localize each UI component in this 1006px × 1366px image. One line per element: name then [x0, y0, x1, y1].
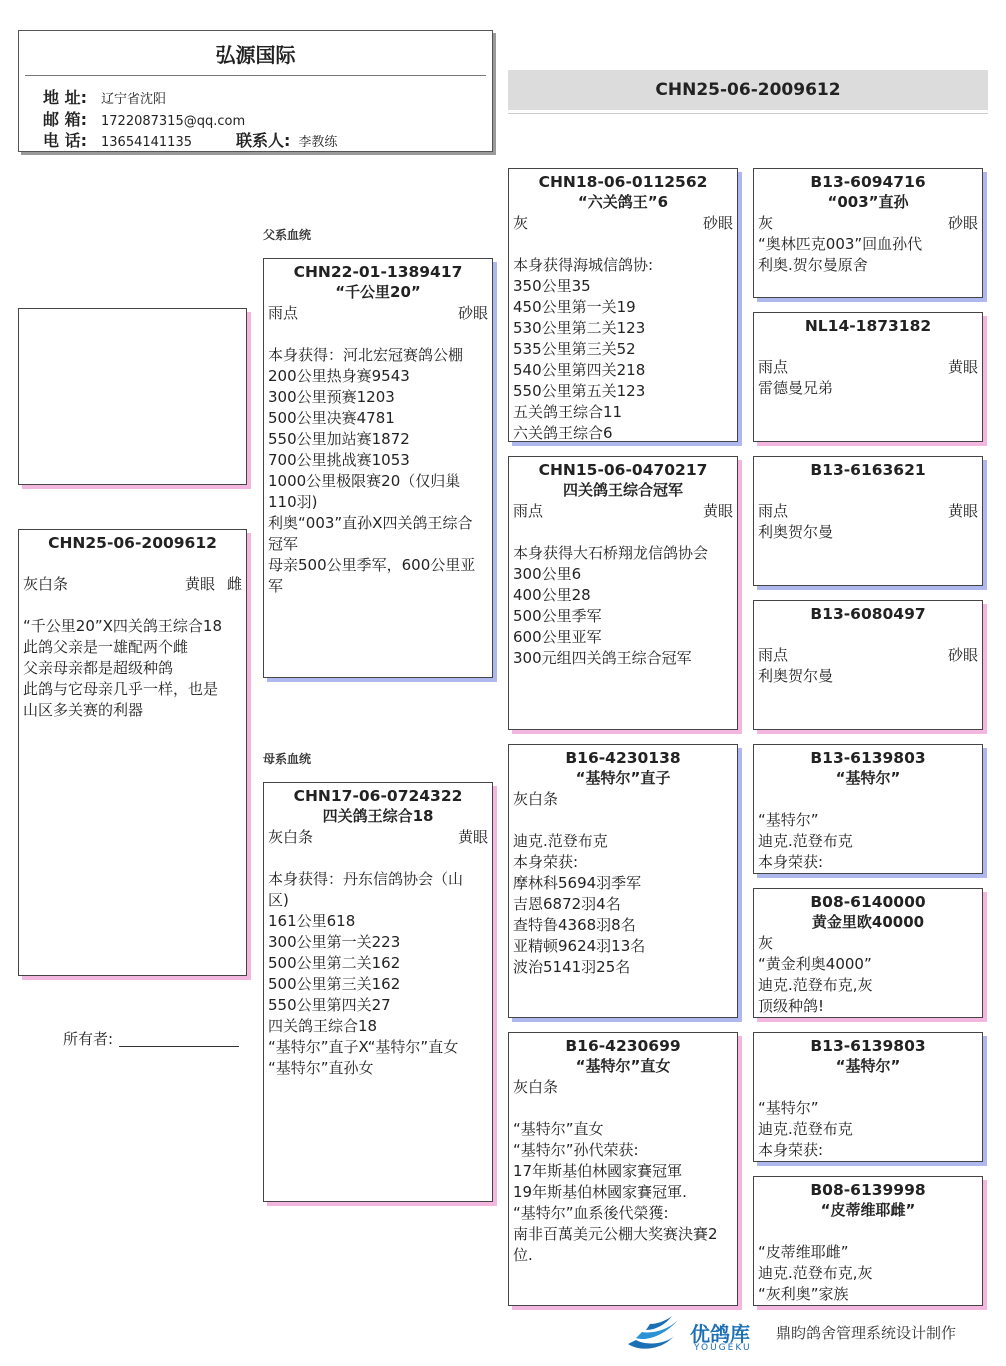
eye-sex	[703, 501, 733, 522]
pigeon-name: “皮蒂维耶雌”	[820, 1201, 916, 1219]
eye-color: 黄眼	[947, 358, 978, 376]
note-line: 利奥“003”直孙X四关鸽王综合	[268, 514, 473, 532]
color: 雨点	[268, 304, 299, 322]
note-line: 300元组四关鸽王综合冠军	[513, 649, 692, 667]
note-line: 500公里决赛4781	[268, 409, 395, 427]
color: 灰白条	[513, 1078, 559, 1096]
note-line	[513, 522, 733, 543]
address-row	[43, 85, 166, 108]
attribute-row	[758, 789, 978, 810]
notes	[268, 848, 488, 1079]
address-value: 辽宁省沈阳	[101, 92, 167, 107]
attribute-row	[758, 213, 978, 234]
attribute-row	[758, 1077, 978, 1098]
title-ring-number: CHN25-06-2009612	[655, 80, 841, 100]
note-line: 本身荣获:	[758, 853, 824, 871]
ring-number: B13-6163621	[810, 461, 926, 479]
notes	[758, 378, 978, 399]
loft-info-box	[18, 30, 493, 152]
note-line	[513, 1098, 733, 1119]
ring-number: CHN18-06-0112562	[538, 173, 708, 191]
note-line: 军	[268, 577, 284, 595]
pigeon-name: “基特尔”直女	[575, 1057, 671, 1075]
note-line: 迪克.范登布克,灰	[758, 1264, 873, 1282]
subject-card	[18, 529, 247, 976]
eye-sex	[458, 827, 488, 848]
footer-credit: 鼎盷鸽舍管理系统设计制作	[776, 1324, 957, 1342]
attribute-row	[513, 789, 733, 810]
pigeon-name: “基特尔”	[835, 1057, 901, 1075]
note-line: 摩林科5694羽季军	[513, 874, 642, 892]
note-line: 迪克.范登布克,灰	[758, 976, 873, 994]
sire-sire-card	[508, 168, 738, 442]
ring-number: NL14-1873182	[804, 317, 932, 335]
sire-sire-dam-card	[753, 312, 983, 442]
note-line: 19年斯基伯林國家賽冠軍.	[513, 1183, 687, 1201]
note-line: 波治5141羽25名	[513, 958, 631, 976]
note-line: 迪克.范登布克	[758, 832, 853, 850]
note-line: 冠军	[268, 535, 299, 553]
phone-row	[43, 128, 337, 151]
note-line: 300公里预赛1203	[268, 388, 395, 406]
note-line: “皮蒂维耶雌”	[758, 1243, 849, 1261]
note-line: 本身荣获:	[758, 1141, 824, 1159]
notes	[758, 810, 978, 873]
note-line	[23, 595, 242, 616]
ring-number: B08-6139998	[810, 1181, 926, 1199]
note-line: 六关鸽王综合6	[513, 424, 613, 442]
pigeon-name: 四关鸽王综合18	[322, 807, 434, 825]
eye-color: 砂眼	[947, 214, 978, 232]
eye-sex	[185, 574, 242, 595]
note-line: “基特尔”直孙女	[268, 1059, 374, 1077]
sire-dam-dam-card	[753, 600, 983, 730]
notes	[513, 810, 733, 978]
contact-value: 李教练	[298, 135, 338, 150]
eye-color: 黄眼	[947, 502, 978, 520]
note-line: 四关鸽王综合18	[268, 1017, 378, 1035]
phone-value: 13654141135	[101, 135, 192, 150]
eye-color: 黄眼	[457, 828, 488, 846]
note-line: “基特尔”孙代荣获:	[513, 1141, 639, 1159]
eye-color: 黄眼	[702, 502, 733, 520]
phone-label: 电 话:	[43, 131, 87, 150]
eye-sex	[948, 501, 978, 522]
note-line: 查特鲁4368羽8名	[513, 916, 636, 934]
address-label: 地 址:	[43, 88, 87, 107]
sex: 雌	[226, 575, 242, 593]
email-row	[43, 107, 245, 130]
note-line: 顶级种鸽!	[758, 997, 825, 1015]
attribute-row	[758, 933, 978, 954]
attribute-row	[268, 827, 488, 848]
note-line: 550公里加站赛1872	[268, 430, 410, 448]
photo-placeholder	[18, 308, 247, 485]
pigeon-name	[758, 624, 978, 645]
title-band	[508, 70, 988, 110]
note-line: 利奥贺尔曼	[758, 667, 834, 685]
attribute-row	[513, 1077, 733, 1098]
owner-label: 所有者:	[63, 1030, 114, 1048]
note-line: 区)	[268, 891, 289, 909]
loft-name: 弘源国际	[215, 43, 296, 67]
note-line: 500公里季军	[513, 607, 602, 625]
sire-dam-card	[508, 456, 738, 730]
note-line: 本身获得大石桥翔龙信鸽协会	[513, 544, 709, 562]
attribute-row	[758, 1221, 978, 1242]
eye-color: 砂眼	[702, 214, 733, 232]
ring-number: B13-6139803	[810, 1037, 926, 1055]
sire-line-label: 父系血统	[263, 228, 312, 242]
note-line: “黄金利奥4000”	[758, 955, 872, 973]
ring-number: CHN25-06-2009612	[48, 534, 217, 552]
color: 灰白条	[513, 790, 559, 808]
ring-number: B13-6139803	[810, 749, 926, 767]
note-line: “基特尔”	[758, 1099, 819, 1117]
color: 灰	[758, 934, 774, 952]
note-line: 此鸽父亲是一雄配两个雌	[23, 638, 189, 656]
attribute-row	[758, 501, 978, 522]
note-line: 540公里第四关218	[513, 361, 646, 379]
pigeon-name: “六关鸽王”6	[577, 193, 669, 211]
eye-sex	[948, 357, 978, 378]
note-line: 550公里第四关27	[268, 996, 391, 1014]
dam-dam-card	[508, 1032, 738, 1306]
note-line: 500公里第二关162	[268, 954, 401, 972]
notes	[758, 1242, 978, 1305]
sire-card	[263, 258, 493, 678]
attribute-row	[758, 357, 978, 378]
notes	[758, 234, 978, 276]
color: 灰白条	[23, 575, 69, 593]
pigeon-name: 四关鸽王综合冠军	[562, 481, 683, 499]
sire-dam-sire-card	[753, 456, 983, 586]
note-line: 本身获得：丹东信鸽协会（山	[268, 870, 464, 888]
pigeon-name: “基特尔”	[835, 769, 901, 787]
color: 雨点	[758, 646, 789, 664]
ring-number: CHN17-06-0724322	[293, 787, 463, 805]
note-line: 位.	[513, 1246, 533, 1264]
notes	[758, 954, 978, 1017]
notes	[758, 522, 978, 543]
color: 雨点	[513, 502, 544, 520]
note-line: 300公里第一关223	[268, 933, 401, 951]
eye-color: 砂眼	[947, 646, 978, 664]
notes	[513, 234, 733, 442]
eye-sex	[458, 303, 488, 324]
note-line: 此鸽与它母亲几乎一样，也是	[23, 680, 219, 698]
notes	[758, 1098, 978, 1161]
color: 雨点	[758, 502, 789, 520]
note-line: 700公里挑战赛1053	[268, 451, 410, 469]
logo-text: 优鸽库	[690, 1322, 750, 1346]
title-underline	[508, 113, 988, 114]
note-line: 五关鸽王综合11	[513, 403, 623, 421]
owner-field	[63, 1028, 239, 1049]
pigeon-name	[758, 336, 978, 357]
note-line: 利奥贺尔曼	[758, 523, 834, 541]
note-line: “基特尔”直女	[513, 1120, 604, 1138]
color: 灰	[758, 214, 774, 232]
note-line: “基特尔”直子X“基特尔”直女	[268, 1038, 459, 1056]
attribute-row	[513, 213, 733, 234]
logo-icon	[622, 1314, 686, 1354]
note-line	[268, 324, 488, 345]
note-line: “基特尔”	[758, 811, 819, 829]
eye-color: 黄眼	[184, 575, 215, 593]
pigeon-name	[758, 480, 978, 501]
email-value: 1722087315@qq.com	[101, 114, 246, 129]
ring-number: CHN22-01-1389417	[293, 263, 463, 281]
note-line: 父亲母亲都是超级种鸽	[23, 659, 174, 677]
ring-number: B13-6080497	[810, 605, 926, 623]
contact-label: 联系人:	[235, 131, 291, 150]
note-line: 山区多关赛的利器	[23, 701, 144, 719]
notes	[268, 324, 488, 597]
ring-number: CHN15-06-0470217	[538, 461, 708, 479]
ring-number: B13-6094716	[810, 173, 926, 191]
dam-dam-dam-card	[753, 1176, 983, 1306]
attribute-row	[23, 574, 242, 595]
eye-color: 砂眼	[457, 304, 488, 322]
eye-sex	[948, 213, 978, 234]
note-line: 本身获得：河北宏冠赛鸽公棚	[268, 346, 464, 364]
note-line: 530公里第二关123	[513, 319, 646, 337]
note-line: 450公里第一关19	[513, 298, 636, 316]
attribute-row	[513, 501, 733, 522]
color: 雨点	[758, 358, 789, 376]
note-line: 本身荣获:	[513, 853, 579, 871]
note-line: 1000公里极限赛20（仅归巢	[268, 472, 461, 490]
eye-sex	[703, 213, 733, 234]
color: 灰白条	[268, 828, 314, 846]
notes	[758, 666, 978, 687]
color: 灰	[513, 214, 529, 232]
dam-line-label: 母系血统	[263, 752, 312, 766]
note-line: “千公里20”X四关鸽王综合18	[23, 617, 222, 635]
note-line: 500公里第三关162	[268, 975, 401, 993]
note-line: 本身获得海城信鸽协:	[513, 256, 654, 274]
note-line	[513, 810, 733, 831]
note-line: 亚精顿9624羽13名	[513, 937, 646, 955]
ring-number: B16-4230699	[565, 1037, 681, 1055]
divider	[25, 75, 486, 76]
note-line: 吉恩6872羽4名	[513, 895, 621, 913]
note-line: 南非百萬美元公棚大奖赛決賽2	[513, 1225, 718, 1243]
owner-line	[119, 1046, 239, 1047]
attribute-row	[268, 303, 488, 324]
note-line: 迪克.范登布克	[513, 832, 608, 850]
note-line: 400公里28	[513, 586, 591, 604]
dam-sire-sire-card	[753, 744, 983, 874]
dam-dam-sire-card	[753, 1032, 983, 1162]
note-line: 161公里618	[268, 912, 356, 930]
note-line: “基特尔”血系後代榮獲:	[513, 1204, 669, 1222]
logo-subtext: YOUGEKU	[694, 1343, 752, 1353]
pigeon-name: “千公里20”	[335, 283, 421, 301]
eye-sex	[948, 645, 978, 666]
note-line: 雷德曼兄弟	[758, 379, 834, 397]
note-line: 200公里热身赛9543	[268, 367, 410, 385]
note-line: 利奥.贺尔曼原舍	[758, 256, 868, 274]
notes	[513, 1098, 733, 1266]
dam-card	[263, 782, 493, 1202]
note-line: 600公里亚军	[513, 628, 602, 646]
note-line: 350公里35	[513, 277, 591, 295]
note-line: 母亲500公里季军，600公里亚	[268, 556, 476, 574]
notes	[23, 595, 242, 721]
sire-sire-sire-card	[753, 168, 983, 298]
note-line: “灰利奥”家族	[758, 1285, 849, 1303]
email-label: 邮 箱:	[43, 110, 87, 129]
note-line: 300公里6	[513, 565, 582, 583]
note-line: 17年斯基伯林國家賽冠軍	[513, 1162, 683, 1180]
notes	[513, 522, 733, 669]
ring-number: B16-4230138	[565, 749, 681, 767]
pigeon-name: “基特尔”直子	[575, 769, 671, 787]
ring-number: B08-6140000	[810, 893, 926, 911]
dam-sire-card	[508, 744, 738, 1018]
note-line	[268, 848, 488, 869]
note-line: 110羽)	[268, 493, 318, 511]
note-line: 迪克.范登布克	[758, 1120, 853, 1138]
dam-sire-dam-card	[753, 888, 983, 1018]
note-line: 550公里第五关123	[513, 382, 646, 400]
note-line: “奥林匹克003”回血孙代	[758, 235, 923, 253]
note-line: 535公里第三关52	[513, 340, 636, 358]
note-line	[513, 234, 733, 255]
pigeon-name: “003”直孙	[827, 193, 909, 211]
pigeon-name: 黄金里欧40000	[811, 913, 925, 931]
attribute-row	[758, 645, 978, 666]
